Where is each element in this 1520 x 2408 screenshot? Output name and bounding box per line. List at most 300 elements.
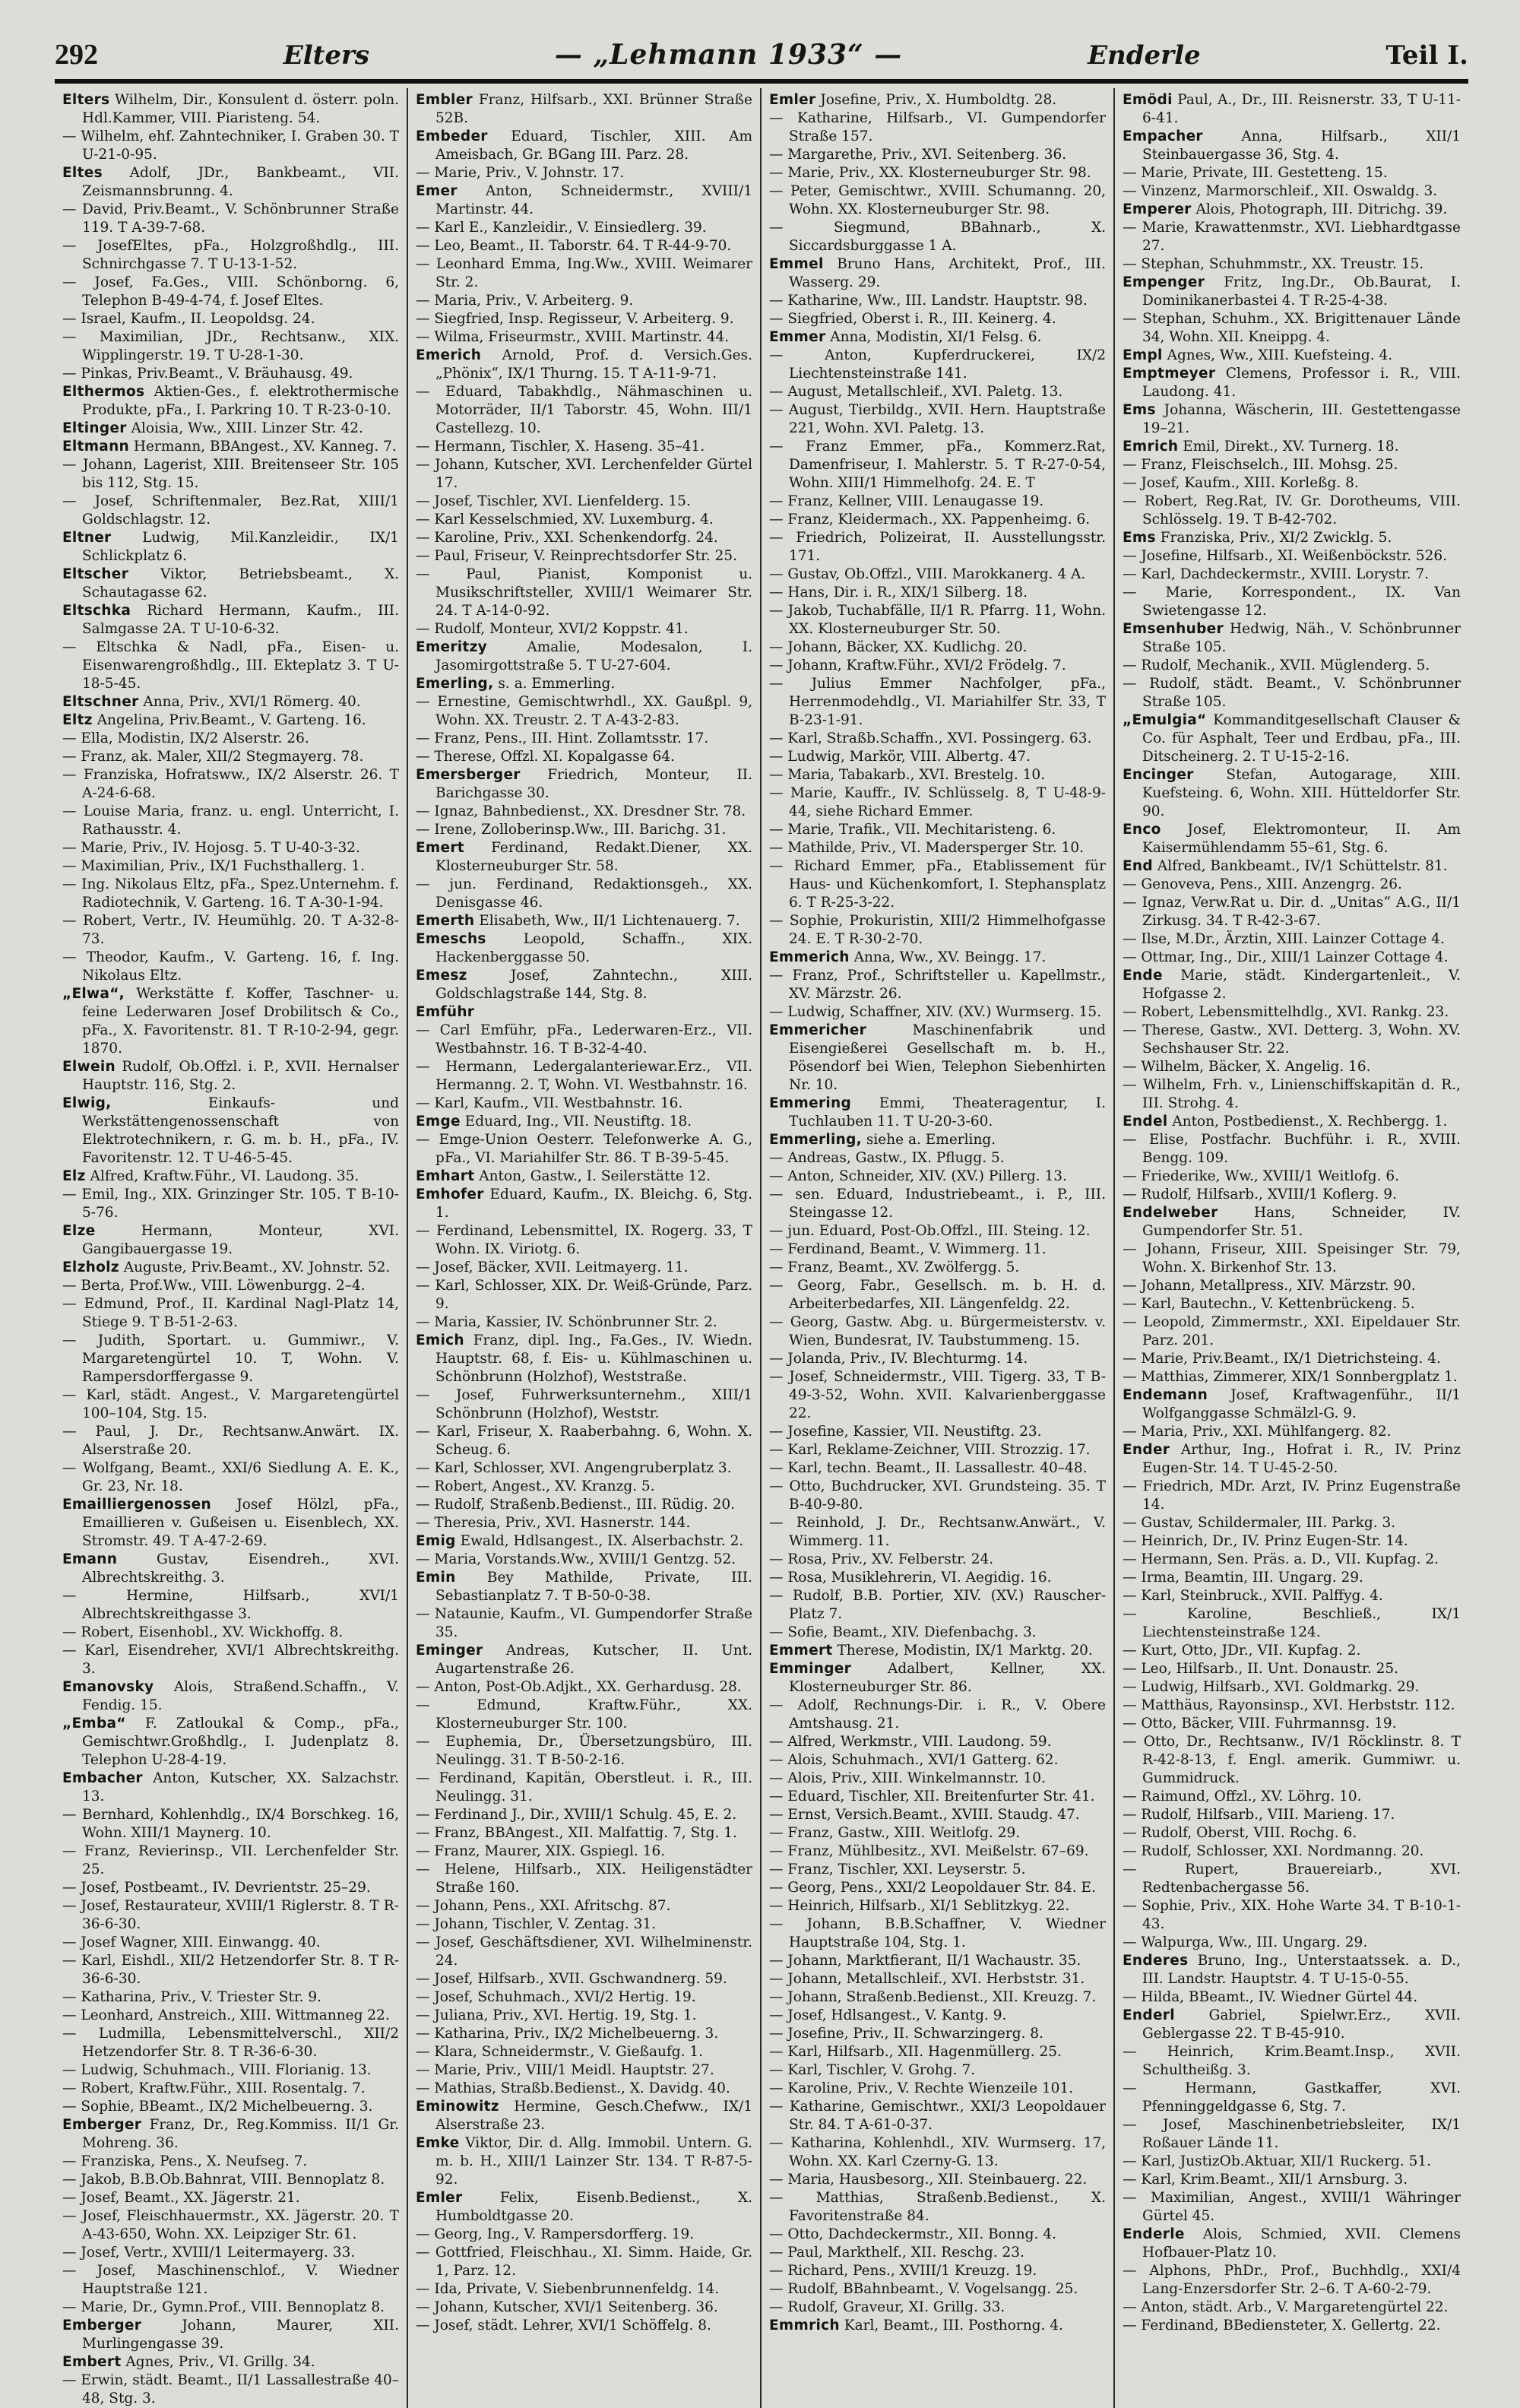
column-3 [762,88,1115,2408]
entry-details: — Josef, Fa.Ges., VIII. Schönborng. 6, Telephon B-49-4-74, f. Josef Eltes. [62,274,399,309]
entry-details: — Rudolf, Straßenb.Bedienst., III. Rüdig. 20. [416,1497,736,1513]
entry-details: — Siegfried, Insp. Regisseur, V. Arbeiterg. 9. [416,311,734,327]
column-4 [1115,88,1468,2408]
entry-surname: Emberger [62,2318,142,2334]
entry-surname: Emminger [769,1661,852,1677]
directory-entry [62,1332,399,1386]
entry-surname: Emeritzy [416,639,487,655]
entry-surname: Empacher [1123,128,1203,144]
directory-entry [769,2007,1106,2025]
entry-details: — Franz, BBAngest., XII. Malfattig. 7, Stg. 1. [416,1825,737,1841]
directory-entry [769,1733,1106,1751]
entry-details: — Richard Emmer, pFa., Etablissement für Haus- und Küchenkomfort, I. Stephansplatz 6. T R-25-3-22. [769,858,1106,911]
directory-entry [416,2098,752,2134]
directory-entry [769,164,1106,182]
entry-details: — Alfred, Werkmstr., VIII. Laudong. 59. [769,1734,1052,1750]
directory-entry [62,1842,399,1879]
entry-details: Franz, Hilfsarb., XXI. Brünner Straße 52B. [435,92,752,126]
entry-details: — Leonhard Emma, Ing.Ww., XVIII. Weimarer Str. 2. [416,256,752,290]
directory-entry [416,766,752,803]
directory-entry [416,2043,752,2061]
directory-entry [1123,1587,1461,1605]
directory-entry [1123,1514,1461,1532]
directory-entry [416,547,752,566]
entry-details: — Josef, Fleischhauermstr., XX. Jägerstr. 20. T A-43-650, Wohn. XX. Leipziger Str. 61. [62,2208,399,2242]
entry-details: — Heinrich, Dr., IV. Prinz Eugen-Str. 14. [1123,1533,1408,1549]
entry-details: — Rudolf, Hilfsarb., XVIII/1 Koflerg. 9. [1123,1187,1397,1202]
entry-details: — Gustav, Schildermaler, III. Parkg. 3. [1123,1515,1396,1531]
entry-details: — Josef, Postbeamt., IV. Devrientstr. 25–29. [62,1880,371,1896]
entry-details: Franz, dipl. Ing., Fa.Ges., IV. Wiedn. Hauptstr. 68, f. Eis- u. Kühlmaschinen u. Schönbrunn (Holzhof), Weststraße. [435,1332,752,1385]
directory-entry [769,675,1106,730]
directory-entry [62,164,399,201]
entry-details: — Otto, Dr., Rechtsanw., IV/1 Röcklinstr. 8. T R-42-8-13, f. Engl. amerik. Gummiwr. u. Gummidruck. [1123,1734,1461,1786]
entry-details: — Katharine, Ww., III. Landstr. Hauptstr. 98. [769,293,1088,309]
entry-details: Anton, Postbedienst., X. Rechbergg. 1. [1172,1114,1448,1130]
entry-details: Hermann, Monteur, XVI. Gangibauergasse 19. [82,1223,399,1257]
entry-details: — Paul, Markthelf., XII. Reschg. 23. [769,2245,1024,2261]
entry-details: — Therese, Offzl. XI. Kopalgasse 64. [416,749,675,765]
entry-details: Aktien-Ges., f. elektrothermische Produkte, pFa., I. Parkring 10. T R-23-0-10. [82,384,399,418]
entry-details: — Marie, Korrespondent., IX. Van Swietengasse 12. [1123,585,1461,619]
entry-details: Friedrich, Monteur, II. Barichgasse 30. [435,767,752,801]
entry-details: — Franz, Gastw., XIII. Weitlofg. 29. [769,1825,1021,1841]
directory-entry [416,438,752,456]
entry-details: — Karoline, Beschließ., IX/1 Liechtensteinstraße 124. [1123,1606,1461,1640]
entry-details: — Maximilian, Priv., IX/1 Fuchsthallerg. 1. [62,858,365,874]
directory-entry [416,1003,752,1022]
directory-entry [416,1532,752,1551]
entry-details: — Karl, Kaufm., VII. Westbahnstr. 16. [416,1095,683,1111]
entry-details: — Hermann, Gastkaffer, XVI. Pfenninggeldgasse 6, Stg. 7. [1123,2080,1461,2115]
directory-entry [1123,219,1461,255]
entry-details: — Matthias, Straßenb.Bedienst., X. Favoritenstraße 84. [769,2190,1106,2224]
entry-details: — Maximilian, JDr., Rechtsanw., XIX. Wipplingerstr. 19. T U-28-1-30. [62,329,399,363]
entry-details: Anton, Gastw., I. Seilerstätte 12. [479,1168,711,1184]
directory-entry [416,2061,752,2080]
directory-entry [62,237,399,274]
entry-details: — Margarethe, Priv., XVI. Seitenberg. 36. [769,147,1067,163]
directory-entry [1123,1551,1461,1569]
entry-details: — Josef, Vertr., XVIII/1 Leitermayerg. 33. [62,2245,356,2261]
directory-entry [416,255,752,292]
entry-details: — Paul, Friseur, V. Reinprechtsdorfer Str. 25. [416,548,738,564]
entry-details: — Walpurga, Ww., III. Ungarg. 29. [1123,1934,1368,1950]
entry-details: — Reinhold, J. Dr., Rechtsanw.Anwärt., V. Wimmerg. 11. [769,1515,1106,1549]
directory-entry [62,1095,399,1168]
entry-details: — Maria, Tabakarb., XVI. Brestelg. 10. [769,767,1046,783]
entry-surname: Eltinger [62,420,127,436]
directory-entry [769,766,1106,784]
directory-entry [416,693,752,730]
directory-entry [416,164,752,182]
entry-details: — Alois, Schuhmach., XVI/1 Gatterg. 62. [769,1752,1059,1768]
directory-entry [62,383,399,420]
directory-entry [62,1222,399,1259]
entry-details: — Rudolf, Mechanik., XVII. Müglenderg. 5. [1123,657,1430,673]
entry-details: — Karl Kesselschmied, XV. Luxemburg. 4. [416,512,714,528]
entry-details: — Franziska, Pens., X. Neufseg. 7. [62,2153,308,2169]
directory-entry [416,1113,752,1131]
entry-details: — Rudolf, Schlosser, XXI. Nordmanng. 20. [1123,1843,1424,1859]
entry-details: — Maria, Priv., V. Arbeiterg. 9. [416,293,634,309]
entry-details: — Nataunie, Kaufm., VI. Gumpendorfer Straße 35. [416,1606,752,1640]
directory-entry [416,730,752,748]
directory-entry [416,2299,752,2317]
entry-details: Johanna, Wäscherin, III. Gestettengasse 19–21. [1142,402,1461,436]
directory-entry [769,2043,1106,2061]
entry-details: — Wilhelm, Bäcker, X. Angelig. 16. [1123,1059,1371,1075]
directory-entry [62,438,399,456]
entry-details: — Georg, Pens., XXI/2 Leopoldauer Str. 84. E. [769,1880,1096,1896]
entry-details: — David, Priv.Beamt., V. Schönbrunner Straße 119. T A-39-7-68. [62,201,399,236]
entry-details: — Josef, Kaufm., XIII. Korleßg. 8. [1123,475,1359,491]
directory-entry [1123,164,1461,182]
directory-entry [1123,456,1461,474]
directory-entry [416,128,752,164]
directory-entry [769,1842,1106,1861]
directory-entry [62,2299,399,2317]
entry-details: — Josef, Bäcker, XVII. Leitmayerg. 11. [416,1259,689,1275]
directory-entry [1123,1806,1461,1824]
entry-details: Anna, Hilfsarb., XII/1 Steinbauergasse 36, Stg. 4. [1142,128,1461,163]
entry-details: — Sophie, BBeamt., IX/2 Michelbeuerng. 3. [62,2099,373,2115]
directory-entry [416,493,752,511]
entry-details: — Leopold, Zimmermstr., XXI. Eipeldauer Str. Parz. 201. [1123,1314,1461,1348]
directory-entry [769,2080,1106,2098]
entry-details: Felix, Eisenb.Bedienst., X. Humboldtgasse 20. [435,2190,753,2224]
directory-entry [769,748,1106,766]
entry-surname: Emmer [769,329,826,345]
part-label: Teil I. [1385,40,1468,71]
directory-entry [416,1733,752,1770]
entry-details: — Johann, Pens., XXI. Afritschg. 87. [416,1898,671,1914]
entry-details: Aloisia, Ww., XIII. Linzer Str. 42. [131,420,363,436]
directory-entry [1123,365,1461,401]
directory-entry [416,1569,752,1605]
entry-surname: Emerich [416,347,482,363]
directory-entry [416,1861,752,1897]
entry-details: — Wilma, Friseurmstr., XVIII. Martinstr. 44. [416,329,730,345]
entry-details: — Karl, Schlosser, XIX. Dr. Weiß-Gründe, Parz. 9. [416,1278,752,1312]
directory-entry [1123,675,1461,711]
directory-entry [416,1277,752,1313]
directory-entry [1123,711,1461,766]
entry-details: — Euphemia, Dr., Übersetzungsbüro, III. Neulingg. 31. T B-50-2-16. [416,1734,752,1768]
directory-entry [769,566,1106,584]
directory-entry [62,1952,399,1988]
directory-entry [769,584,1106,602]
directory-entry [1123,2189,1461,2226]
directory-entry [1123,274,1461,310]
entry-details: Therese, Modistin, IX/1 Marktg. 20. [837,1643,1093,1659]
directory-entry [769,1168,1106,1186]
directory-entry [1123,821,1461,857]
directory-entry [1123,493,1461,529]
directory-entry [62,91,399,128]
entry-details: — Leonhard, Anstreich., XIII. Wittmanneg 22. [62,2007,390,2023]
first-keyword: Elters [283,40,370,71]
directory-entry [769,1624,1106,1642]
entry-details: — Josefine, Hilfsarb., XI. Weißenböckstr. 526. [1123,548,1448,564]
entry-details: Maschinenfabrik und Eisengießerei Gesellschaft m. b. H., Pösendorf bei Wien, Telephon Siebenhirten Nr. 10. [789,1022,1106,1093]
entry-details: Anna, Modistin, XI/1 Felsg. 6. [830,329,1042,345]
entry-details: — Ludwig, Markör, VIII. Albertg. 47. [769,749,1031,765]
directory-entry [62,493,399,529]
entry-surname: Enderes [1123,1953,1189,1969]
directory-entry [416,292,752,310]
entry-details: Fritz, Ing.Dr., Ob.Baurat, I. Dominikanerbastei 4. T R-25-4-38. [1142,274,1461,309]
entry-details: — Karl, Eisendreher, XVI/1 Albrechtskreithg. 3. [62,1643,399,1677]
directory-entry [1123,1678,1461,1697]
directory-entry [416,1478,752,1496]
directory-entry [416,1222,752,1259]
entry-surname: Ems [1123,530,1156,546]
directory-entry [416,1988,752,2007]
entry-details: — Franz, Mühlbesitz., XVI. Meißelstr. 67–69. [769,1843,1089,1859]
directory-entry [769,146,1106,164]
directory-entry [62,1897,399,1934]
entry-details: — jun. Ferdinand, Redaktionsgeh., XX. Denisgasse 46. [416,876,752,911]
entry-details: — Karl, Reklame-Zeichner, VIII. Strozzig. 17. [769,1442,1091,1458]
entry-details: — Rudolf, Graveur, XI. Grillg. 33. [769,2299,1005,2315]
entry-details: Karl, Beamt., III. Posthorng. 4. [844,2318,1063,2334]
entry-details: — Elise, Postfachr. Buchführ. i. R., XVIII. Bengg. 109. [1123,1132,1461,1166]
directory-entry [62,839,399,857]
entry-details: — Friedrich, Polizeirat, II. Ausstellungsstr. 171. [769,530,1106,564]
directory-entry [62,2007,399,2025]
directory-entry [1123,310,1461,347]
entry-details: — Pinkas, Priv.Beamt., V. Bräuhausg. 49. [62,366,353,382]
directory-entry [769,1697,1106,1733]
entry-surname: Emrich [1123,439,1179,455]
entry-details: Richard Hermann, Kaufm., III. Salmgasse 2A. T U-10-6-32. [82,603,399,637]
entry-details: Josef Hölzl, pFa., Emaillieren v. Gußeisen u. Eisenblech, XX. Stromstr. 49. T A-47-2-69. [82,1497,399,1549]
directory-entry [62,1259,399,1277]
entry-details: — Eltschka & Nadl, pFa., Eisen- u. Eisenwarengroßhdlg., III. Ekteplatz 3. T U-18-5-45. [62,639,399,692]
directory-entry [769,1313,1106,1350]
running-head [55,40,1468,73]
directory-entry [416,1459,752,1478]
entry-details: Agnes, Priv., VI. Grillg. 34. [125,2354,315,2370]
entry-surname: Emler [769,92,816,108]
entry-details: — Josef, Schuhmach., XVI/2 Hertig. 19. [416,1989,696,2005]
directory-entry [416,2280,752,2299]
entry-details: — Alois, Priv., XIII. Winkelmannstr. 10. [769,1770,1046,1786]
entry-surname: Emig [416,1533,456,1549]
directory-entry [1123,876,1461,894]
entry-surname: Endemann [1123,1387,1208,1403]
directory-entry [1123,2043,1461,2080]
directory-entry [416,310,752,328]
entry-details: — Josef, Hilfsarb., XVII. Gschwandnerg. 59. [416,1971,727,1987]
directory-entry [62,1459,399,1496]
directory-entry [1123,1423,1461,1441]
entry-surname: Eltscher [62,566,129,582]
entry-details: Einkaufs- und Werkstättengenossenschaft von Elektrotechnikern, r. G. m. b. H., pFa., IV. Favoritenstr. 12. T U-46-5-45. [82,1095,399,1166]
directory-entry [1123,2153,1461,2171]
entry-details: Rudolf, Ob.Offzl. i. P., XVII. Hernalser Hauptstr. 116, Stg. 2. [82,1059,399,1093]
entry-details: — Ferdinand, Lebensmittel, IX. Rogerg. 33, T Wohn. IX. Viriotg. 6. [416,1223,752,1257]
directory-entry [416,1842,752,1861]
entry-details: — Georg, Gastw. Abg. u. Bürgermeisterstv. v. Wien, Bundesrat, IV. Taubstummeng. 15. [769,1314,1106,1348]
directory-entry [1123,1186,1461,1204]
entry-details: — Rudolf, städt. Beamt., V. Schönbrunner Straße 105. [1123,676,1461,710]
entry-details: Agnes, Ww., XIII. Kuefsteing. 4. [1167,347,1393,363]
entry-details: Hedwig, Näh., V. Schönbrunner Straße 105. [1142,621,1461,655]
entry-details: — Siegfried, Oberst i. R., III. Keinerg. 4. [769,311,1056,327]
entry-details: — Johann, Bäcker, XX. Kudlichg. 20. [769,639,1028,655]
entry-details: — Josef, Maschinenschlof., V. Wiedner Hauptstraße 121. [62,2263,399,2297]
directory-entry [62,2061,399,2080]
directory-entry [416,1897,752,1915]
entry-surname: End [1123,858,1153,874]
directory-entry [416,2244,752,2280]
entry-details: Eduard, Ing., VII. Neustiftg. 18. [464,1114,692,1130]
directory-entry [769,1149,1106,1168]
entry-details: Arthur, Ing., Hofrat i. R., IV. Prinz Eugen-Str. 14. T U-45-2-50. [1142,1442,1461,1476]
entry-details: — Mathias, Straßb.Bedienst., X. Davidg. 40. [416,2080,730,2096]
entry-details: Hermann, BBAngest., XV. Kanneg. 7. [133,439,397,455]
entry-details: Adolf, JDr., Bankbeamt., VII. Zeismannsbrunng. 4. [82,165,399,199]
entry-details: — Marie, Kauffr., IV. Schlüsselg. 8, T U-48-9-44, siehe Richard Emmer. [769,785,1106,819]
entry-details: Alfred, Kraftw.Führ., VI. Laudong. 35. [90,1168,359,1184]
directory-entry [1123,1441,1461,1478]
entry-surname: Eltschka [62,603,131,619]
entry-surname: „Elwa“, [62,986,125,1002]
directory-entry [416,2226,752,2244]
directory-entry [416,1970,752,1988]
directory-entry [62,949,399,985]
entry-details: — Jakob, B.B.Ob.Bahnrat, VIII. Bennoplatz 8. [62,2172,385,2188]
directory-entry [62,1879,399,1897]
entry-details: — JosefEltes, pFa., Holzgroßhdlg., III. Schnirchgasse 7. T U-13-1-52. [62,238,399,272]
entry-details: F. Zatloukal & Comp., pFa., Gemischtwr.Großhdlg., I. Judenplatz 8. Telephon U-28-4-19. [82,1716,399,1768]
entry-details: — August, Metallschleif., XVI. Paletg. 13. [769,384,1063,400]
directory-entry [1123,1569,1461,1587]
directory-entry [769,347,1106,383]
directory-entry [1123,474,1461,493]
entry-details: — Marie, Priv., IV. Hojosg. 5. T U-40-3-32. [62,840,360,856]
entry-surname: Emich [416,1332,464,1348]
directory-entry [62,2353,399,2372]
directory-entry [1123,255,1461,274]
entry-details: Johann, Maurer, XII. Murlingengasse 39. [82,2318,399,2352]
entry-surname: Emert [416,840,464,856]
directory-entry [769,219,1106,255]
directory-entry [769,511,1106,529]
directory-entry [1123,1934,1461,1952]
directory-entry [1123,91,1461,128]
entry-surname: Emhofer [416,1187,484,1202]
entry-details: — Josef, Schriftenmaler, Bez.Rat, XIII/1 Goldschlagstr. 12. [62,493,399,528]
entry-details: Clemens, Professor i. R., VIII. Laudong. 41. [1142,366,1461,400]
entry-details: — Peter, Gemischtwr., XVIII. Schumanng. 20, Wohn. XX. Klosterneuburger Str. 98. [769,183,1106,217]
entry-details: Josef, Kraftwagenführ., II/1 Wolfganggasse Schmälzl-G. 9. [1142,1387,1461,1421]
directory-entry [62,2207,399,2244]
entry-details: Bruno Hans, Architekt, Prof., III. Wasserg. 29. [789,256,1106,290]
entry-details: — Kurt, Otto, JDr., VII. Kupfag. 2. [1123,1643,1361,1659]
entry-details: — Ferdinand, Kapitän, Oberstleut. i. R., III. Neulingg. 31. [416,1770,752,1804]
entry-details: — Robert, Eisenhobl., XV. Wickhoffg. 8. [62,1624,344,1640]
entry-details: — Ilse, M.Dr., Ärztin, XIII. Lainzer Cottage 4. [1123,931,1445,947]
entry-details: — Irma, Beamtin, III. Ungarg. 29. [1123,1570,1363,1586]
entry-details: — Franz, Pens., III. Hint. Zollamtsstr. 17. [416,730,709,746]
entry-details: — Johann, Kutscher, XVI/1 Seitenberg. 36. [416,2299,718,2315]
entry-surname: Emailliergenossen [62,1497,211,1513]
directory-entry [62,1386,399,1423]
directory-entry [1123,1350,1461,1368]
directory-entry [769,967,1106,1003]
directory-entry [62,128,399,164]
entry-surname: Emmericher [769,1022,867,1038]
directory-entry [769,1131,1106,1149]
entry-details: — Franz, Revierinsp., VII. Lerchenfelder Str. 25. [62,1843,399,1877]
entry-details: — Andreas, Gastw., IX. Pflugg. 5. [769,1150,1005,1166]
entry-details: — Anton, städt. Arb., V. Margaretengürtel 22. [1123,2299,1449,2315]
directory-entry [1123,1824,1461,1842]
directory-entry [769,310,1106,328]
directory-entry [1123,2171,1461,2189]
entry-details: — Katharine, Gemischtwr., XXI/3 Leopoldauer Str. 84. T A-61-0-37. [769,2099,1106,2133]
directory-entry [1123,547,1461,566]
entry-surname: Enderl [1123,2007,1175,2023]
entry-details: — Rudolf, Oberst, VIII. Rochg. 6. [1123,1825,1357,1841]
entry-details: — Ferdinand, BBediensteter, X. Gellertg. 22. [1123,2318,1441,2334]
entry-details: Hermine, Gesch.Chefww., IX/1 Alserstraße 23. [435,2099,752,2133]
directory-entry [769,1277,1106,1313]
entry-details: — Ludwig, Hilfsarb., XVI. Goldmarkg. 29. [1123,1679,1420,1695]
directory-entry [416,1313,752,1332]
entry-details: — Josef, Hdlsangest., V. Kantg. 9. [769,2007,1007,2023]
entry-details: Bruno, Ing., Unterstaatssek. a. D., III. Landstr. Hauptstr. 4. T U-15-0-55. [1142,1953,1461,1987]
directory-entry [62,420,399,438]
directory-entry [769,1897,1106,1915]
entry-details: — Leo, Hilfsarb., II. Unt. Donaustr. 25. [1123,1661,1399,1677]
entry-details: — Marie, Priv., VIII/1 Meidl. Hauptstr. 27. [416,2062,714,2078]
directory-entry [769,91,1106,109]
directory-entry [769,784,1106,821]
entry-details: — Josef, Schneidermstr., VIII. Tigerg. 33, T B-49-3-52, Wohn. XVII. Kalvarienberggasse 22. [769,1369,1106,1421]
directory-entry [416,1131,752,1168]
directory-entry [416,1496,752,1514]
entry-details: — Maria, Hausbesorg., XII. Steinbauerg. 22. [769,2172,1088,2188]
directory-entry [769,2226,1106,2244]
directory-entry [769,2171,1106,2189]
directory-entry [1123,2262,1461,2299]
directory-entry [769,1569,1106,1587]
entry-details: — Klara, Schneidermstr., V. Gießaufg. 1. [416,2044,704,2060]
directory-entry [416,2025,752,2043]
entry-details: — Karl, städt. Angest., V. Margaretengürtel 100–104, Stg. 15. [62,1387,399,1421]
directory-entry [1123,1076,1461,1113]
entry-details: — Erwin, städt. Beamt., II/1 Lassallestraße 40–48, Stg. 3. [62,2372,399,2406]
entry-details: — Anton, Kupferdruckerei, IX/2 Liechtensteinstraße 141. [769,347,1106,382]
entry-details: — Friedrich, MDr. Arzt, IV. Prinz Eugenstraße 14. [1123,1478,1461,1513]
entry-details: — Hans, Dir. i. R., XIX/1 Silberg. 18. [769,585,1028,600]
entry-surname: Emanovsky [62,1679,154,1695]
entry-surname: Emerling, [416,676,494,692]
directory-entry [62,456,399,493]
entry-details: Paul, A., Dr., III. Reisnerstr. 33, T U-11-6-41. [1142,92,1461,126]
directory-entry [62,1642,399,1678]
directory-entry [1123,766,1461,821]
directory-entry [1123,1168,1461,1186]
entry-details: Anton, Kutscher, XX. Salzachstr. 13. [82,1770,399,1804]
directory-entry [1123,401,1461,438]
entry-surname: Emin [416,1570,456,1586]
directory-entry [62,2317,399,2353]
